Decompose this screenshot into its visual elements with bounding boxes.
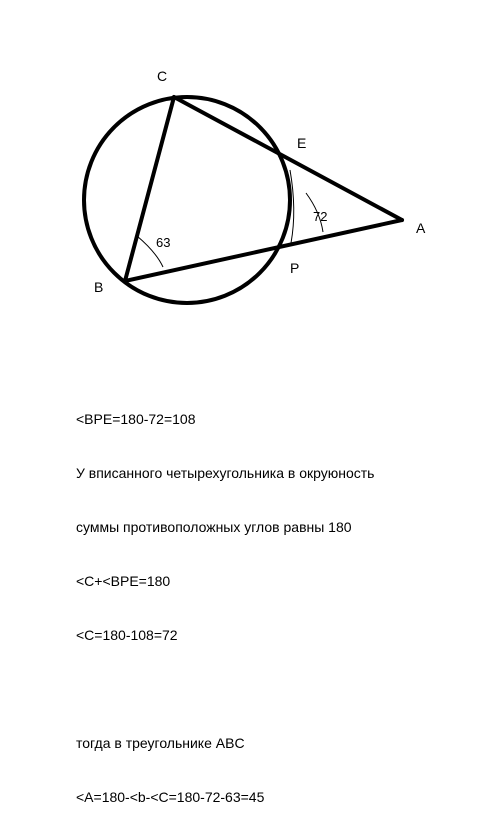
point-label-c: C [157,68,168,84]
solution-line: <C+<BPE=180 [76,573,171,589]
angle-value-a: 72 [313,209,328,224]
angle-value-b: 63 [156,235,171,250]
solution-line [76,680,476,698]
point-label-p: P [290,260,300,276]
solution-line: <C=180-108=72 [76,627,178,643]
point-label-b: B [94,279,104,295]
circle [84,97,290,303]
point-label-e: E [297,135,307,151]
point-label-a: A [416,220,426,236]
segment-cb [125,97,174,281]
solution-line: <A=180-<b-<C=180-72-63=45 [76,789,265,805]
solution-line: У вписанного четырехугольника в окруюность [76,465,375,481]
solution-line: суммы противоположных углов равны 180 [76,519,352,535]
solution-line: тогда в треугольнике ABC [76,735,245,751]
solution-line: <BPE=180-72=108 [76,411,196,427]
solution-text [76,374,476,824]
